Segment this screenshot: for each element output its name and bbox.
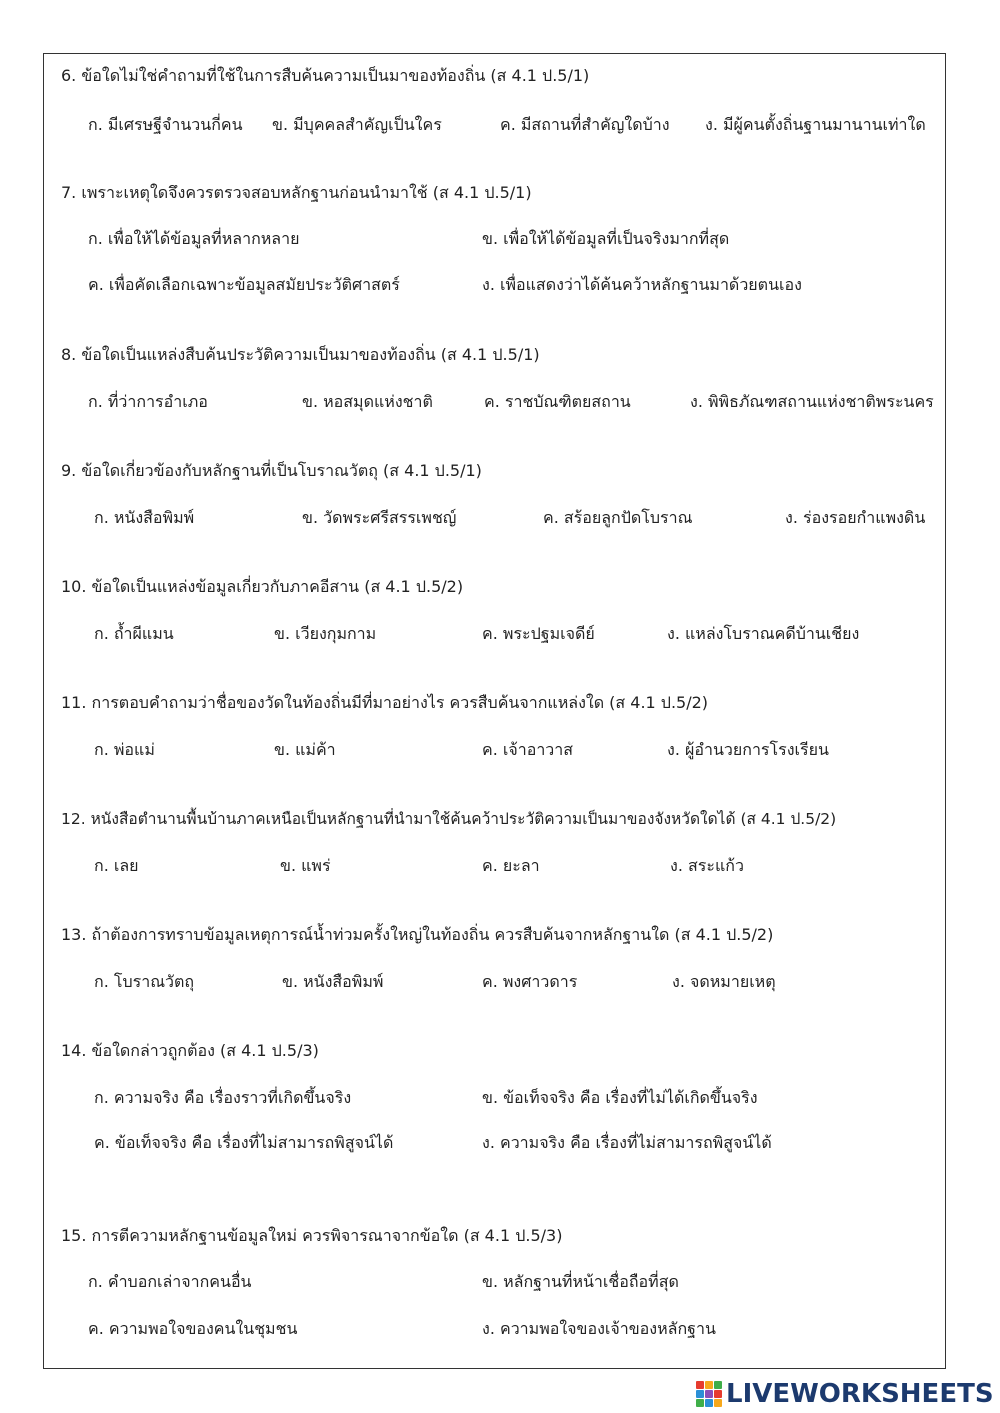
question-11: 11. การตอบคำถามว่าชื่อของวัดในท้องถิ่นมีที่มาอย่างไร ควรสืบค้นจากแหล่งใด (ส 4.1 ป.5/2) xyxy=(61,693,709,712)
q9-option-c[interactable]: ค. สร้อยลูกปัดโบราณ xyxy=(543,508,693,527)
q7-option-c[interactable]: ค. เพื่อคัดเลือกเฉพาะข้อมูลสมัยประวัติศาสตร์ xyxy=(88,275,400,294)
question-6: 6. ข้อใดไม่ใช่คำถามที่ใช้ในการสืบค้นความเป็นมาของท้องถิ่น (ส 4.1 ป.5/1) xyxy=(61,66,590,85)
q15-option-d[interactable]: ง. ความพอใจของเจ้าของหลักฐาน xyxy=(482,1319,716,1338)
q13-option-d[interactable]: ง. จดหมายเหตุ xyxy=(672,972,776,991)
question-8: 8. ข้อใดเป็นแหล่งสืบค้นประวัติความเป็นมาของท้องถิ่น (ส 4.1 ป.5/1) xyxy=(61,345,540,364)
q12-option-a[interactable]: ก. เลย xyxy=(94,856,139,875)
q7-option-d[interactable]: ง. เพื่อแสดงว่าได้ค้นคว้าหลักฐานมาด้วยตนเอง xyxy=(482,275,802,294)
q15-option-a[interactable]: ก. คำบอกเล่าจากคนอื่น xyxy=(88,1272,252,1291)
q10-option-d[interactable]: ง. แหล่งโบราณคดีบ้านเชียง xyxy=(667,624,860,643)
liveworksheets-mark-icon xyxy=(696,1381,722,1407)
q11-option-b[interactable]: ข. แม่ค้า xyxy=(274,740,336,759)
q8-option-b[interactable]: ข. หอสมุดแห่งชาติ xyxy=(302,392,433,411)
q8-option-a[interactable]: ก. ที่ว่าการอำเภอ xyxy=(88,392,208,411)
q14-option-d[interactable]: ง. ความจริง คือ เรื่องที่ไม่สามารถพิสูจน์ได้ xyxy=(482,1133,772,1152)
q9-option-a[interactable]: ก. หนังสือพิมพ์ xyxy=(94,508,195,527)
q15-option-c[interactable]: ค. ความพอใจของคนในชุมชน xyxy=(88,1319,298,1338)
q13-option-a[interactable]: ก. โบราณวัตถุ xyxy=(94,972,195,991)
q9-option-b[interactable]: ข. วัดพระศรีสรรเพชญ์ xyxy=(302,508,457,527)
q12-option-c[interactable]: ค. ยะลา xyxy=(482,856,540,875)
q11-option-a[interactable]: ก. พ่อแม่ xyxy=(94,740,155,759)
q6-option-d[interactable]: ง. มีผู้คนตั้งถิ่นฐานมานานเท่าใด xyxy=(705,115,926,134)
question-15: 15. การตีความหลักฐานข้อมูลใหม่ ควรพิจารณาจากข้อใด (ส 4.1 ป.5/3) xyxy=(61,1226,563,1245)
q6-option-c[interactable]: ค. มีสถานที่สำคัญใดบ้าง xyxy=(500,115,670,134)
q10-option-b[interactable]: ข. เวียงกุมกาม xyxy=(274,624,377,643)
q7-option-a[interactable]: ก. เพื่อให้ได้ข้อมูลที่หลากหลาย xyxy=(88,229,300,248)
q11-option-d[interactable]: ง. ผู้อำนวยการโรงเรียน xyxy=(667,740,829,759)
q8-option-d[interactable]: ง. พิพิธภัณฑสถานแห่งชาติพระนคร xyxy=(690,392,934,411)
question-10: 10. ข้อใดเป็นแหล่งข้อมูลเกี่ยวกับภาคอีสาน (ส 4.1 ป.5/2) xyxy=(61,577,464,596)
q12-option-b[interactable]: ข. แพร่ xyxy=(280,856,331,875)
question-14: 14. ข้อใดกล่าวถูกต้อง (ส 4.1 ป.5/3) xyxy=(61,1041,319,1060)
q14-option-c[interactable]: ค. ข้อเท็จจริง คือ เรื่องที่ไม่สามารถพิสูจน์ได้ xyxy=(94,1133,394,1152)
q13-option-c[interactable]: ค. พงศาวดาร xyxy=(482,972,578,991)
question-12: 12. หนังสือตำนานพื้นบ้านภาคเหนือเป็นหลักฐานที่นำมาใช้ค้นคว้าประวัติความเป็นมาของจังหวัดใดได้ (ส 4.1 ป.5/2) xyxy=(61,810,837,828)
q14-option-b[interactable]: ข. ข้อเท็จจริง คือ เรื่องที่ไม่ได้เกิดขึ้นจริง xyxy=(482,1088,758,1107)
liveworksheets-wordmark: LIVEWORKSHEETS xyxy=(726,1379,994,1409)
q9-option-d[interactable]: ง. ร่องรอยกำแพงดิน xyxy=(785,508,926,527)
q14-option-a[interactable]: ก. ความจริง คือ เรื่องราวที่เกิดขึ้นจริง xyxy=(94,1088,352,1107)
q8-option-c[interactable]: ค. ราชบัณฑิตยสถาน xyxy=(484,392,631,411)
q10-option-a[interactable]: ก. ถ้ำผีแมน xyxy=(94,624,174,643)
q12-option-d[interactable]: ง. สระแก้ว xyxy=(670,856,744,875)
q11-option-c[interactable]: ค. เจ้าอาวาส xyxy=(482,740,574,759)
q6-option-b[interactable]: ข. มีบุคคลสำคัญเป็นใคร xyxy=(272,115,442,134)
q10-option-c[interactable]: ค. พระปฐมเจดีย์ xyxy=(482,624,595,643)
q13-option-b[interactable]: ข. หนังสือพิมพ์ xyxy=(282,972,384,991)
q7-option-b[interactable]: ข. เพื่อให้ได้ข้อมูลที่เป็นจริงมากที่สุด xyxy=(482,229,730,248)
liveworksheets-logo[interactable] xyxy=(696,1379,994,1409)
question-7: 7. เพราะเหตุใดจึงควรตรวจสอบหลักฐานก่อนนำมาใช้ (ส 4.1 ป.5/1) xyxy=(61,183,532,202)
q6-option-a[interactable]: ก. มีเศรษฐีจำนวนกี่คน xyxy=(88,115,243,134)
question-9: 9. ข้อใดเกี่ยวข้องกับหลักฐานที่เป็นโบราณวัตถุ (ส 4.1 ป.5/1) xyxy=(61,461,482,480)
question-13: 13. ถ้าต้องการทราบข้อมูลเหตุการณ์น้ำท่วมครั้งใหญ่ในท้องถิ่น ควรสืบค้นจากหลักฐานใด (ส 4.1 ป.5/2) xyxy=(61,925,774,944)
q15-option-b[interactable]: ข. หลักฐานที่หน้าเชื่อถือที่สุด xyxy=(482,1272,679,1291)
